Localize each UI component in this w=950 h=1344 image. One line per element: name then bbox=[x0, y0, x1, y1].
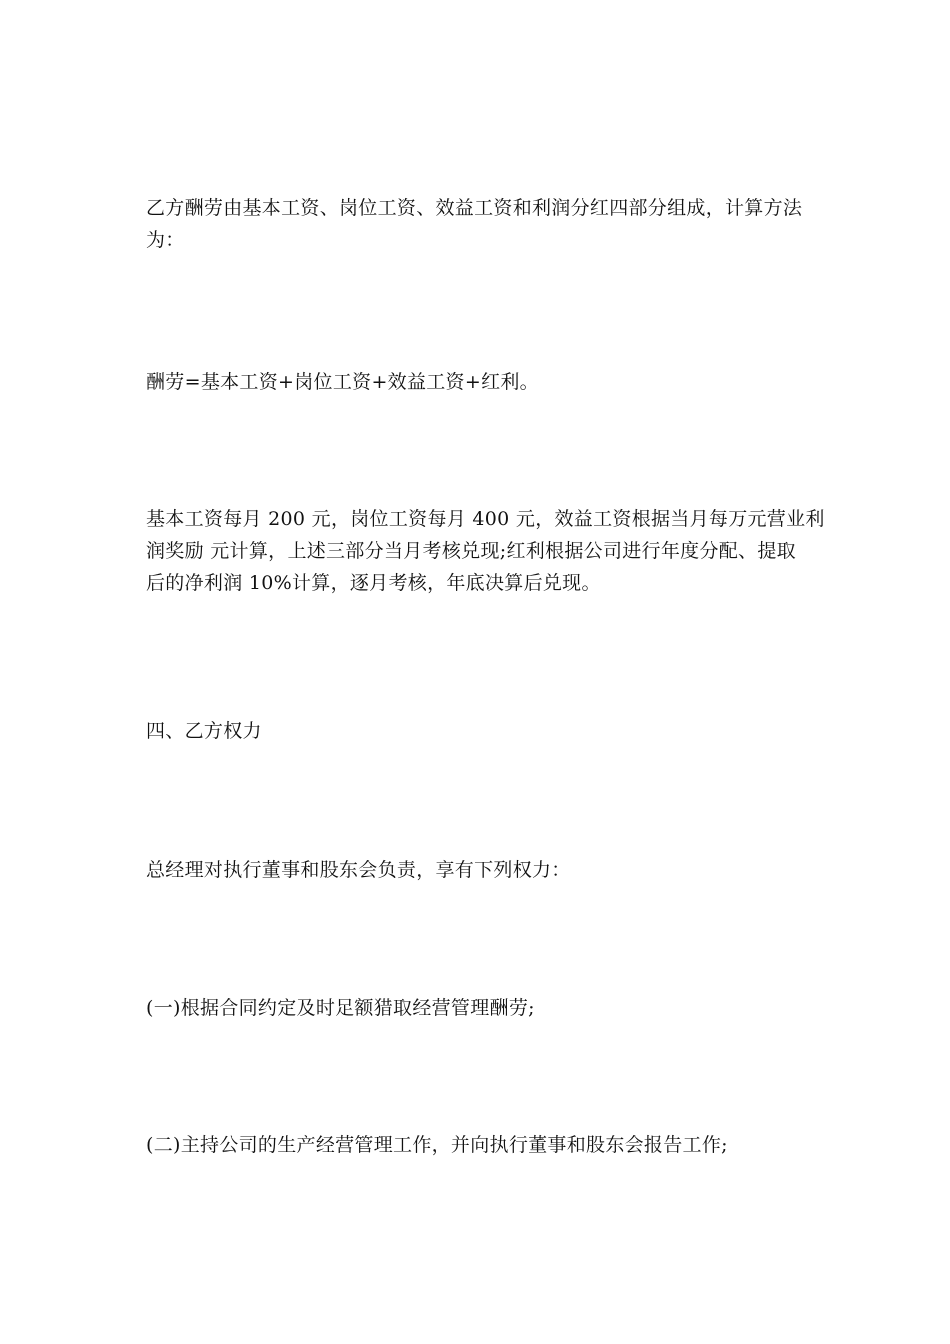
paragraph-salary-amounts bbox=[146, 503, 825, 599]
text-line: 乙方酬劳由基本工资、岗位工资、效益工资和利润分红四部分组成，计算方法 bbox=[146, 197, 803, 219]
paragraph-rights-intro bbox=[146, 854, 806, 886]
text-line: (二)主持公司的生产经营管理工作，并向执行董事和股东会报告工作; bbox=[146, 1134, 728, 1156]
section-heading bbox=[146, 715, 806, 747]
text-line: 总经理对执行董事和股东会负责，享有下列权力： bbox=[146, 859, 571, 881]
text-line: 为： bbox=[146, 229, 185, 251]
text-line: 四、乙方权力 bbox=[146, 720, 262, 742]
text-line: 酬劳=基本工资+岗位工资+效益工资+红利。 bbox=[146, 371, 539, 393]
list-item-right-2 bbox=[146, 1129, 806, 1161]
paragraph-salary-composition bbox=[146, 192, 806, 256]
text-line: (一)根据合同约定及时足额猎取经营管理酬劳; bbox=[146, 997, 535, 1019]
list-item-right-1 bbox=[146, 992, 806, 1024]
paragraph-salary-formula bbox=[146, 366, 806, 398]
text-line: 润奖励 元计算，上述三部分当月考核兑现;红利根据公司进行年度分配、提取 bbox=[146, 540, 796, 562]
text-line: 基本工资每月 200 元，岗位工资每月 400 元，效益工资根据当月每万元营业利 bbox=[146, 508, 825, 530]
text-line: 后的净利润 10%计算，逐月考核，年底决算后兑现。 bbox=[146, 572, 601, 594]
